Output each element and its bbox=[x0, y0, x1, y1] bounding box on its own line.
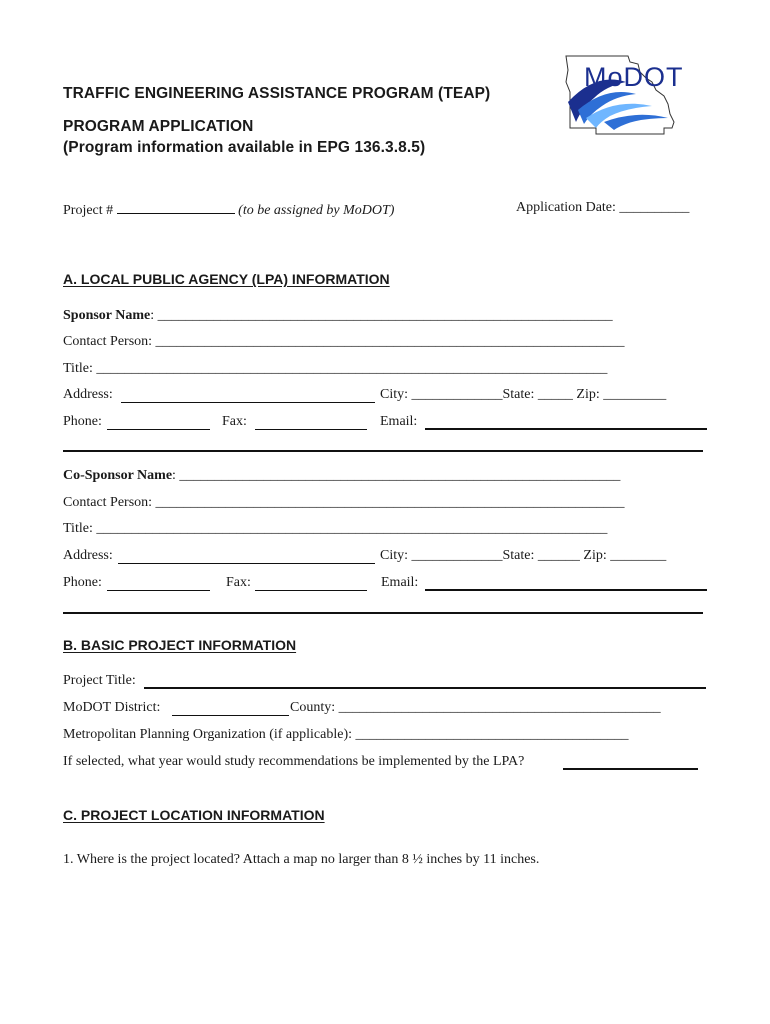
modot-district-field[interactable] bbox=[172, 702, 289, 716]
project-number-label: Project # bbox=[63, 203, 114, 218]
contact-person-field[interactable]: Contact Person: ___________________________________________________________________ bbox=[63, 334, 625, 349]
co-city-state-zip-field[interactable]: City: _____________State: ______ Zip: ________ bbox=[380, 548, 667, 563]
modot-logo bbox=[556, 52, 716, 136]
mpo-field[interactable]: Metropolitan Planning Organization (if applicable): _______________________________________ bbox=[63, 727, 629, 742]
section-b-heading: B. BASIC PROJECT INFORMATION bbox=[63, 637, 297, 653]
study-year-question: If selected, what year would study recommendations be implemented by the LPA? bbox=[63, 754, 525, 769]
project-title-label: Project Title: bbox=[63, 673, 136, 688]
section-c-heading: C. PROJECT LOCATION INFORMATION bbox=[63, 807, 325, 823]
co-email-field[interactable] bbox=[425, 576, 707, 591]
co-fax-field[interactable] bbox=[255, 577, 367, 591]
city-state-zip-field[interactable]: City: _____________State: _____ Zip: _________ bbox=[380, 387, 667, 402]
study-year-field[interactable] bbox=[563, 755, 698, 770]
cosponsor-name-blank[interactable]: : _______________________________________________________________ bbox=[172, 468, 621, 483]
address-label: Address: bbox=[63, 387, 113, 402]
county-field[interactable]: County: ______________________________________________ bbox=[290, 700, 661, 715]
page-title: TRAFFIC ENGINEERING ASSISTANCE PROGRAM (TEAP) bbox=[63, 85, 491, 102]
project-number-field[interactable] bbox=[117, 200, 235, 214]
co-address-field[interactable] bbox=[118, 550, 375, 564]
fax-field[interactable] bbox=[255, 416, 367, 430]
fax-label: Fax: bbox=[222, 414, 247, 429]
co-address-label: Address: bbox=[63, 548, 113, 563]
sponsor-name-label: Sponsor Name bbox=[63, 308, 151, 323]
logo-text: MoDOT bbox=[584, 62, 684, 92]
co-title-field[interactable]: Title: _________________________________________________________________________ bbox=[63, 521, 608, 536]
sponsor-name-field[interactable] bbox=[63, 308, 613, 324]
co-contact-person-field[interactable]: Contact Person: ___________________________________________________________________ bbox=[63, 495, 625, 510]
email-label: Email: bbox=[380, 414, 418, 429]
project-number-note: (to be assigned by MoDOT) bbox=[238, 203, 395, 218]
title-field[interactable]: Title: _________________________________________________________________________ bbox=[63, 361, 608, 376]
co-phone-label: Phone: bbox=[63, 575, 102, 590]
page-subtitle: PROGRAM APPLICATION bbox=[63, 118, 254, 135]
project-location-question: 1. Where is the project located? Attach a map no larger than 8 ½ inches by 11 inches. bbox=[63, 852, 540, 867]
section-a-heading: A. LOCAL PUBLIC AGENCY (LPA) INFORMATION bbox=[63, 271, 390, 287]
co-email-label: Email: bbox=[381, 575, 419, 590]
application-date-field[interactable]: Application Date: __________ bbox=[516, 200, 690, 215]
cosponsor-name-label: Co-Sponsor Name bbox=[63, 468, 173, 483]
co-fax-label: Fax: bbox=[226, 575, 251, 590]
project-title-field[interactable] bbox=[144, 674, 706, 689]
sponsor-name-blank[interactable]: : _________________________________________________________________ bbox=[150, 308, 613, 323]
phone-label: Phone: bbox=[63, 414, 102, 429]
cosponsor-divider bbox=[63, 612, 703, 614]
email-field[interactable] bbox=[425, 415, 707, 430]
modot-district-label: MoDOT District: bbox=[63, 700, 161, 715]
program-info-reference: (Program information available in EPG 136.3.8.5) bbox=[63, 139, 426, 156]
sponsor-divider bbox=[63, 450, 703, 452]
co-phone-field[interactable] bbox=[107, 577, 210, 591]
address-field[interactable] bbox=[121, 389, 375, 403]
cosponsor-name-field[interactable] bbox=[63, 468, 620, 484]
phone-field[interactable] bbox=[107, 416, 210, 430]
project-number-row bbox=[63, 200, 394, 219]
